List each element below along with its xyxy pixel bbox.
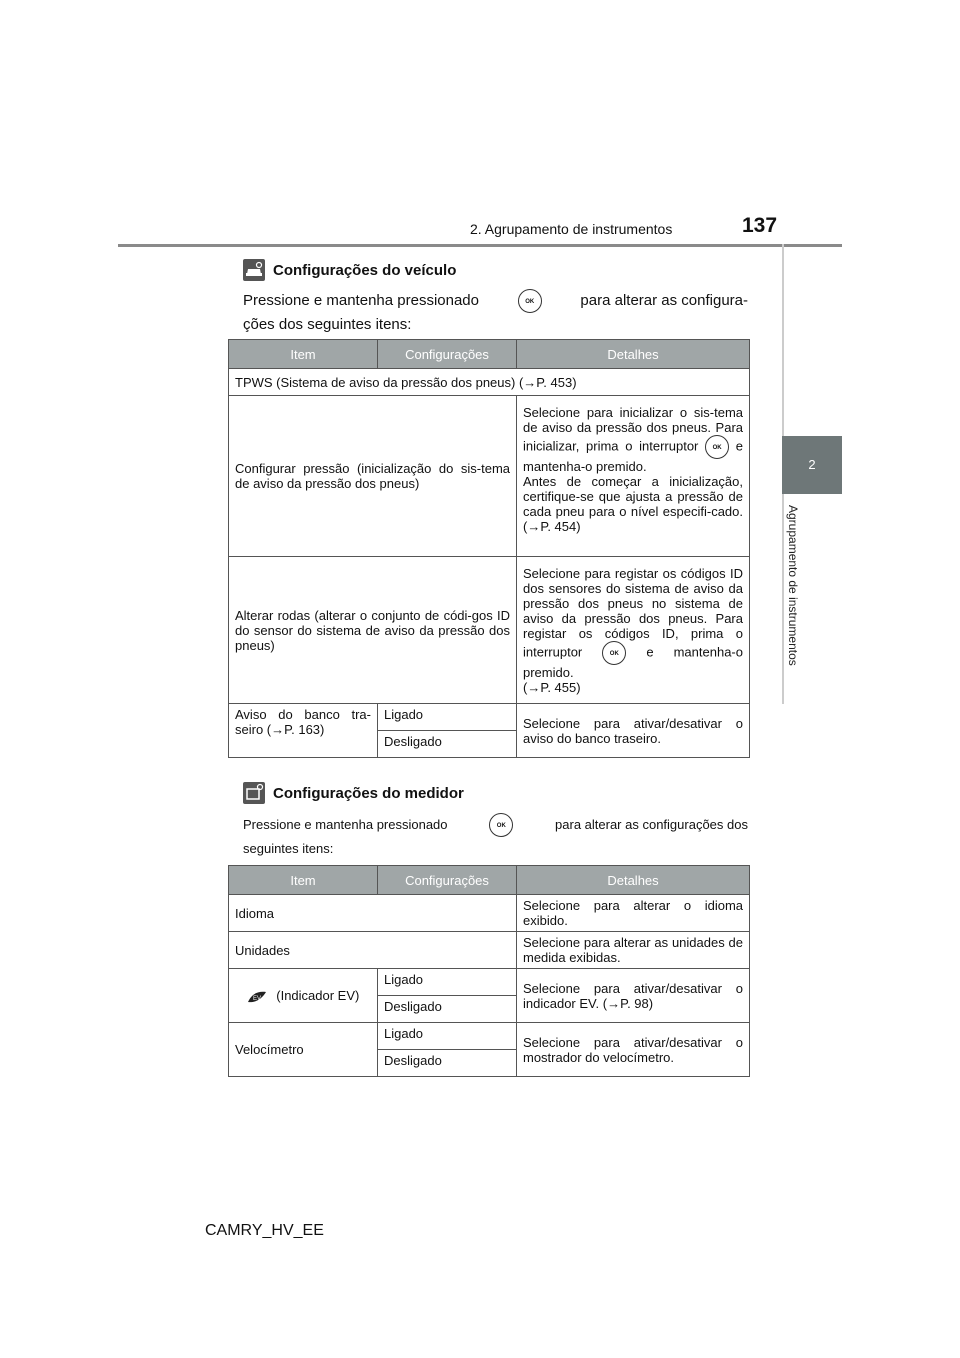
page-number: 137 — [742, 214, 778, 237]
table-cell-detail: Selecione para inicializar o sis-tema de aviso da pressão dos pneus. Para inicializar, prima o interruptor OK e mantenha-o premido. Antes de começar a inicialização, certifique-se que ajusta a pressão de cada pneu para o nível especifi-cado. (→P. 454) — [517, 396, 750, 557]
side-tab-label: Agrupamento de instrumentos — [786, 505, 800, 666]
side-tab-number: 2 — [782, 436, 842, 494]
table-cell-detail: Selecione para registar os códigos ID dos sensores do sistema de aviso da pressão dos pneus no sistema de aviso da pressão dos pneus. Para registar os códigos ID, prima o interruptor OK e mantenha-o premido. (→P. 455) — [517, 557, 750, 704]
table-row: Alterar rodas (alterar o conjunto de códi-gos ID do sensor do sistema de aviso da pressão dos pneus) Selecione para registar os códigos ID dos sensores do sistema de aviso da pressão dos pneus no sistema de aviso da pressão dos pneus. Para registar os códigos ID, prima o interruptor OK e mantenha-o premido. (→P. 455) — [229, 557, 750, 704]
svg-text:EV: EV — [252, 995, 261, 1002]
ok-button-icon: OK — [489, 813, 513, 837]
table-row: Desligado — [229, 1050, 750, 1077]
table-header-row: Item Configurações Detalhes — [229, 340, 750, 369]
model-code-footer: CAMRY_HV_EE — [205, 1222, 324, 1239]
vehicle-settings-icon — [243, 259, 265, 281]
table-row: TPWS (Sistema de aviso da pressão dos pneus) (→P. 453) — [229, 369, 750, 396]
header-rule — [118, 244, 842, 247]
section2-intro: Pressione e mantenha pressionado OK para alterar as configurações dos seguintes itens: — [243, 813, 748, 861]
ev-indicator-icon — [247, 991, 267, 1003]
table-row: Desligado — [229, 731, 750, 758]
vehicle-settings-table — [228, 339, 750, 758]
section-vehicle-settings-heading: Configurações do veículo — [243, 259, 456, 281]
table-row: Idioma Selecione para alterar o idioma exibido. — [229, 895, 750, 932]
ok-button-icon: OK — [705, 435, 729, 459]
chapter-title: 2. Agrupamento de instrumentos — [470, 221, 673, 237]
section-meter-settings-heading: Configurações do medidor — [243, 782, 464, 804]
section1-intro: Pressione e mantenha pressionado OK para alterar as configura- ções dos seguintes itens: — [243, 289, 748, 337]
ok-button-icon: OK — [518, 289, 542, 313]
table-row: Aviso do banco tra-seiro (→P. 163) Ligado Selecione para ativar/desativar o aviso do banco traseiro. — [229, 704, 750, 731]
table-row: Unidades Selecione para alterar as unidades de medida exibidas. — [229, 932, 750, 969]
table-row: Desligado — [229, 996, 750, 1023]
meter-settings-icon — [243, 782, 265, 804]
table-row: Velocímetro Ligado Selecione para ativar/desativar o mostrador do velocímetro. — [229, 1023, 750, 1050]
table-header-row: Item Configurações Detalhes — [229, 866, 750, 895]
ok-button-icon: OK — [602, 641, 626, 665]
table-row: Configurar pressão (inicialização do sis-tema de aviso da pressão dos pneus) Selecione para inicializar o sis-tema de aviso da pressão dos pneus. Para inicializar, prima o interruptor OK e mantenha-o premido. Antes de começar a inicialização, certifique-se que ajusta a pressão de cada pneu para o nível especifi-cado. (→P. 454) — [229, 396, 750, 557]
meter-settings-table — [228, 865, 750, 1077]
table-row: EV (Indicador EV) Ligado Selecione para ativar/desativar o indicador EV. (→P. 98) — [229, 969, 750, 996]
